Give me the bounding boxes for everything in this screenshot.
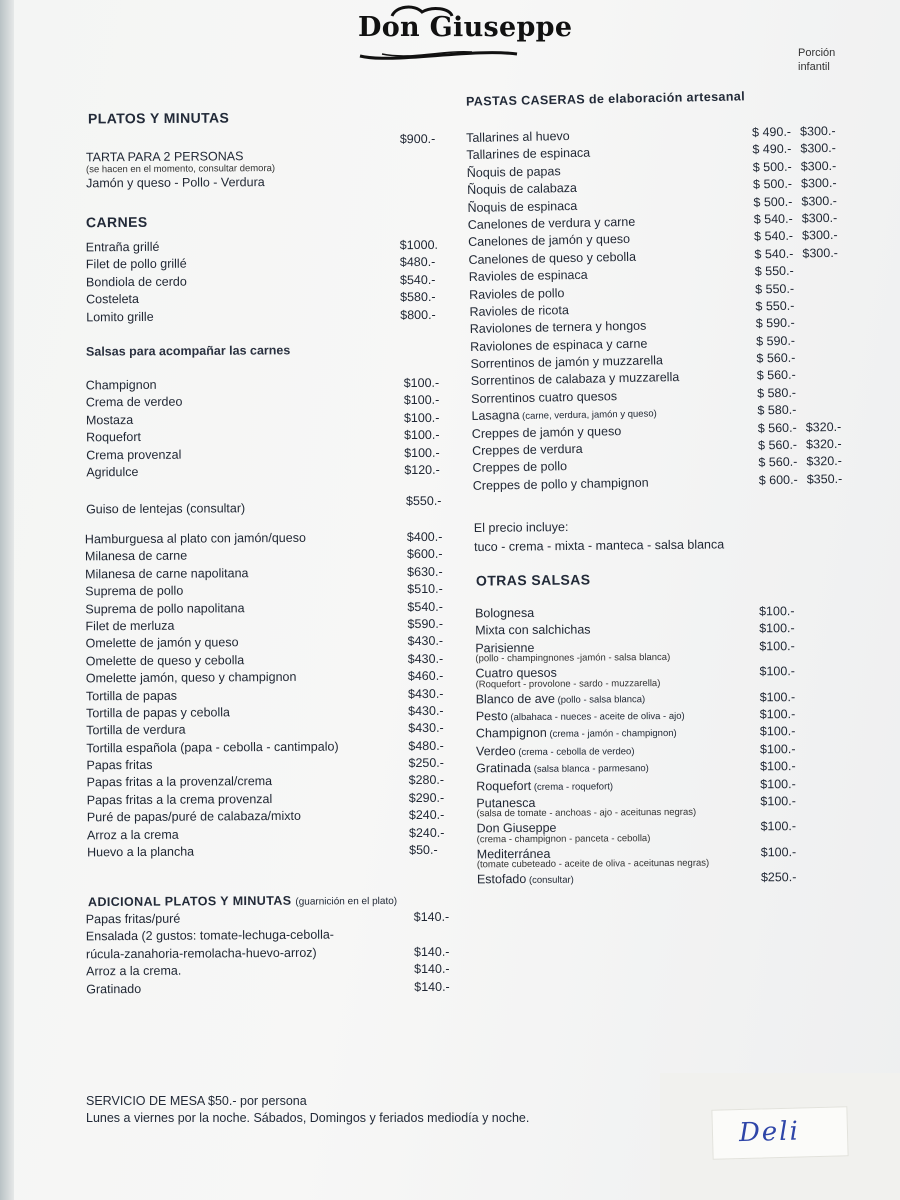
menu-item-name: Gratinada (salsa blanca - parmesano) bbox=[476, 761, 649, 776]
menu-item bbox=[477, 818, 857, 838]
menu-item-price: $100.- bbox=[403, 393, 440, 408]
menu-item-price: $ 580.- bbox=[757, 402, 797, 418]
menu-item-name: Canelones de jamón y queso bbox=[468, 232, 631, 250]
menu-item-price: $590.- bbox=[407, 616, 444, 632]
menu-item-name: Milanesa de carne bbox=[84, 549, 188, 564]
menu-item-kids-price: $300.- bbox=[799, 123, 836, 139]
menu-item-price: $240.- bbox=[408, 825, 445, 840]
menu-item-name: Ñoquis de espinaca bbox=[467, 198, 578, 215]
menu-item-price: $100.- bbox=[760, 776, 796, 791]
menu-item-kids-price: $300.- bbox=[800, 176, 837, 191]
menu-item-name: Creppes de pollo bbox=[472, 459, 568, 476]
menu-item-kids-price: $300.- bbox=[800, 158, 837, 174]
tarta-name: TARTA PARA 2 PERSONAS bbox=[85, 149, 244, 165]
menu-item-price: $ 600.- bbox=[758, 472, 798, 488]
page-edge bbox=[0, 0, 14, 1200]
menu-item-price: $ 590.- bbox=[755, 333, 796, 349]
adicional-title-line bbox=[88, 893, 397, 909]
menu-item-price: $100.- bbox=[759, 638, 795, 654]
tarta-flavors: Jamón y queso - Pollo - Verdura bbox=[86, 175, 265, 191]
menu-item-price: $430.- bbox=[408, 721, 444, 736]
menu-item-price: $510.- bbox=[407, 582, 443, 597]
menu-item bbox=[476, 793, 856, 813]
menu-item-price: $100.- bbox=[759, 707, 796, 722]
menu-item-price: $ 560.- bbox=[756, 368, 796, 383]
menu-item-name: Mixta con salchichas bbox=[475, 622, 591, 638]
menu-item-name: Milanesa de carne napolitana bbox=[85, 565, 249, 582]
menu-item-name: Tortilla de papas y cebolla bbox=[86, 705, 231, 721]
menu-item-price: $100.- bbox=[759, 604, 795, 619]
guiso-block bbox=[85, 493, 466, 517]
menu-item-name: Hamburguesa al plato con jamón/queso bbox=[84, 530, 306, 547]
otras-salsas-title: OTRAS SALSAS bbox=[475, 571, 591, 589]
menu-item-name: Ñoquis de papas bbox=[466, 163, 561, 180]
menu-item-name: Raviolones de ternera y hongos bbox=[469, 318, 647, 337]
menu-item-name: Putanesca bbox=[476, 795, 536, 811]
menu-item-name: Canelones de queso y cebolla bbox=[468, 249, 637, 267]
menu-item-name: Papas fritas/puré bbox=[85, 911, 181, 927]
menu-item-price: $ 550.- bbox=[754, 281, 795, 296]
pastas-list bbox=[466, 122, 873, 495]
menu-item-price: $100.- bbox=[760, 794, 796, 809]
kids-header-line1: Porción bbox=[798, 47, 836, 59]
menu-item-name: Ravioles de pollo bbox=[469, 285, 565, 302]
menu-item-price: $ 540.- bbox=[753, 211, 793, 227]
menu-item-price: $430.- bbox=[407, 634, 444, 649]
menu-item bbox=[86, 462, 466, 482]
menu-item-name: Tortilla de papas bbox=[85, 688, 178, 703]
menu-item-name: Filet de merluza bbox=[85, 618, 175, 634]
menu-item-name: Champignon bbox=[85, 377, 157, 393]
menu-item-price: $100.- bbox=[403, 375, 440, 391]
menu-item-name: Champignon (crema - jamón - champignon) bbox=[475, 726, 677, 741]
menu-item-note: (salsa blanca - parmesano) bbox=[531, 763, 649, 776]
menu-item-name: Tortilla de verdura bbox=[86, 722, 186, 738]
menu-item-price: $430.- bbox=[408, 703, 444, 718]
menu-item-kids-price: $300.- bbox=[800, 141, 837, 156]
menu-item-price: $ 550.- bbox=[754, 263, 794, 279]
menu-item-name: Sorrentinos de calabaza y muzzarella bbox=[470, 370, 680, 389]
guiso-price: $550.- bbox=[405, 493, 442, 509]
menu-item-price: $140.- bbox=[414, 979, 450, 994]
menu-item-name: Lomito grille bbox=[86, 309, 154, 324]
menu-item-price: $100.- bbox=[760, 759, 796, 774]
menu-item-price: $240.- bbox=[408, 808, 445, 823]
menu-item-name: Crema provenzal bbox=[86, 447, 182, 462]
menu-item-price: $100.- bbox=[759, 741, 796, 757]
tarta-note: (se hacen en el momento, consultar demora) bbox=[85, 163, 276, 176]
menu-item-price: $ 500.- bbox=[752, 176, 793, 192]
menu-item-price: $ 540.- bbox=[754, 246, 794, 262]
menu-item-kids-price: $300.- bbox=[802, 245, 839, 261]
menu-item-name: Roquefort bbox=[86, 430, 142, 445]
salsas-carnes-list bbox=[86, 375, 467, 482]
menu-item-note: (albahaca - nueces - aceite de oliva - ajo) bbox=[507, 710, 685, 724]
menu-item-price: $100.- bbox=[760, 819, 797, 834]
salsas-carnes-title: Salsas para acompañar las carnes bbox=[85, 343, 291, 359]
platos-title: PLATOS Y MINUTAS bbox=[87, 109, 230, 127]
menu-item-kids-price: $320.- bbox=[805, 419, 842, 435]
platos-section bbox=[88, 110, 229, 127]
salsas-carnes-section bbox=[86, 343, 290, 358]
menu-item-name: Arroz a la crema bbox=[86, 827, 179, 842]
adicional-section bbox=[88, 893, 397, 909]
menu-item-price: $100.- bbox=[404, 428, 440, 443]
menu-item-price: $140.- bbox=[413, 909, 450, 925]
menu-item-price: $540.- bbox=[399, 272, 436, 287]
menu-item-name: Verdeo (crema - cebolla de verdeo) bbox=[475, 743, 635, 759]
menu-item-price: $ 590.- bbox=[755, 316, 795, 331]
menu-item-name: Ñoquis de calabaza bbox=[467, 181, 578, 198]
menu-item-price: $100.- bbox=[759, 689, 796, 704]
adicional-list bbox=[86, 909, 467, 999]
menu-item-name: Omelette jamón, queso y champignon bbox=[85, 669, 297, 686]
menu-item-name: Creppes de pollo y champignon bbox=[472, 475, 649, 493]
adicional-title: ADICIONAL PLATOS Y MINUTAS bbox=[87, 893, 292, 910]
menu-item-name: Creppes de verdura bbox=[472, 441, 583, 458]
menu-item-price: $120.- bbox=[404, 462, 440, 478]
menu-item-price: $ 500.- bbox=[752, 159, 792, 175]
tarta-block bbox=[85, 131, 466, 193]
menu-item bbox=[86, 306, 466, 326]
menu-item-name: Don Giuseppe bbox=[476, 821, 557, 836]
menu-item-name: Papas fritas bbox=[86, 757, 153, 773]
menu-item-price: $100.- bbox=[404, 445, 440, 460]
deli-sticker-text: Deli bbox=[738, 1116, 801, 1149]
menu-item-price: $140.- bbox=[413, 944, 450, 959]
menu-item-kids-price: $320.- bbox=[806, 454, 843, 469]
otras-salsas-section bbox=[476, 571, 591, 588]
menu-item-price: $ 560.- bbox=[757, 420, 797, 436]
menu-item bbox=[87, 842, 467, 862]
menu-item-name: Estofado (consultar) bbox=[476, 872, 574, 887]
pastas-title: PASTAS CASERAS de elaboración artesanal bbox=[465, 89, 746, 109]
tarta-row bbox=[85, 131, 466, 165]
footer-hours: Lunes a viernes por la noche. Sábados, Domingos y feriados mediodía y noche. bbox=[86, 1111, 530, 1125]
otras-salsas-list bbox=[475, 603, 857, 889]
menu-item-ingredients: (Roquefort - provolone - sardo - muzzarella) bbox=[475, 677, 661, 690]
menu-item-price: $430.- bbox=[407, 651, 444, 666]
menu-item-ingredients: (salsa de tomate - anchoas - ajo - aceitunas negras) bbox=[476, 807, 697, 820]
menu-item-note: (carne, verdura, jamón y queso) bbox=[519, 408, 657, 423]
menu-item-price: $100.- bbox=[759, 724, 796, 739]
menu-item-name: Papas fritas a la provenzal/crema bbox=[86, 774, 273, 790]
precio-incluye-label: El precio incluye: bbox=[473, 520, 569, 536]
menu-item-price: $ 490.- bbox=[751, 124, 792, 140]
menu-item-name: Lasagna (carne, verdura, jamón y queso) bbox=[471, 408, 657, 424]
menu-item-price: $250.- bbox=[760, 870, 797, 885]
footer bbox=[86, 1093, 529, 1127]
menu-item-name: Ravioles de espinaca bbox=[468, 267, 588, 285]
menu-item-name: Sorrentinos de jamón y muzzarella bbox=[470, 353, 664, 372]
menu-item-name: Omelette de queso y cebolla bbox=[85, 652, 245, 669]
menu-item-price: $400.- bbox=[406, 529, 443, 545]
menu-item-name: Tallarines al huevo bbox=[466, 129, 570, 145]
menu-item-ingredients: (crema - champignon - panceta - cebolla) bbox=[476, 832, 651, 846]
menu-item-name: Omelette de jamón y queso bbox=[85, 635, 239, 651]
menu-item-price: $480.- bbox=[408, 738, 444, 753]
menu-item-price: $ 560.- bbox=[756, 350, 796, 366]
menu-item-price: $ 500.- bbox=[753, 194, 793, 210]
menu-item-name: Cuatro quesos bbox=[475, 665, 557, 681]
menu-item-price: $ 560.- bbox=[757, 437, 798, 453]
menu-item-price: $460.- bbox=[407, 668, 444, 684]
menu-item-kids-price: $350.- bbox=[806, 471, 843, 487]
menu-item-name: Huevo a la plancha bbox=[87, 844, 195, 860]
menu-item-price: $280.- bbox=[408, 773, 445, 788]
carnes-section bbox=[86, 214, 148, 230]
guiso-name: Guiso de lentejas (consultar) bbox=[85, 501, 246, 517]
menu-item-name: Costeleta bbox=[86, 292, 139, 307]
menu-item bbox=[477, 843, 857, 863]
kids-portion-header bbox=[798, 46, 858, 74]
restaurant-name: Don Giuseppe bbox=[358, 12, 573, 43]
tarta-price: $900.- bbox=[399, 131, 436, 147]
menu-item-price: $540.- bbox=[407, 599, 443, 614]
menu-item bbox=[475, 637, 855, 657]
menu-item-name: Filet de pollo grillé bbox=[85, 257, 187, 272]
menu-item-name: Mediterránea bbox=[476, 846, 551, 862]
menu-item-name: Bondiola de cerdo bbox=[85, 274, 187, 290]
menu-item-price: $290.- bbox=[408, 790, 445, 805]
menu-item-name: Gratinado bbox=[86, 981, 142, 996]
menu-item-name: Raviolones de espinaca y carne bbox=[470, 336, 648, 354]
menu-item-name: Sorrentinos cuatro quesos bbox=[471, 389, 618, 406]
menu-item-name: Papas fritas a la crema provenzal bbox=[86, 791, 273, 808]
menu-item-price: $ 550.- bbox=[755, 298, 795, 314]
menu-item-note: (crema - roquefort) bbox=[531, 780, 614, 793]
minutas-list bbox=[85, 529, 467, 862]
menu-item-price: $100.- bbox=[759, 621, 795, 636]
menu-item bbox=[86, 978, 466, 998]
footer-service: SERVICIO DE MESA $50.- por persona bbox=[86, 1094, 307, 1108]
deli-sticker bbox=[711, 1106, 848, 1160]
menu-item-name: Canelones de verdura y carne bbox=[467, 214, 636, 232]
menu-item-price: $100.- bbox=[759, 664, 795, 679]
menu-item bbox=[477, 869, 857, 889]
restaurant-logo bbox=[352, 4, 573, 68]
menu-item-name: Ravioles de ricota bbox=[469, 302, 569, 319]
menu-item-price: $1000. bbox=[399, 237, 439, 253]
menu-item-name: Entraña grillé bbox=[85, 239, 160, 255]
menu-item-price: $100.- bbox=[403, 410, 440, 425]
menu-item-name: Ensalada (2 gustos: tomate-lechuga-cebolla- bbox=[85, 927, 334, 944]
menu-item-name: Arroz a la crema. bbox=[86, 963, 182, 979]
tarta-flavors-row bbox=[86, 173, 466, 193]
precio-incluye-list: tuco - crema - mixta - manteca - salsa blanca bbox=[474, 537, 725, 555]
menu-item-note: (consultar) bbox=[526, 874, 574, 887]
menu-item-kids-price: $300.- bbox=[801, 228, 838, 243]
menu-item-kids-price: $320.- bbox=[805, 436, 842, 452]
carnes-title: CARNES bbox=[85, 213, 148, 231]
menu-item-name: Crema de verdeo bbox=[85, 395, 183, 410]
menu-item-price: $ 540.- bbox=[753, 229, 794, 244]
adicional-title-note: (guarnición en el plato) bbox=[295, 895, 398, 908]
menu-item-name: Puré de papas/puré de calabaza/mixto bbox=[86, 809, 301, 825]
menu-item-ingredients: (pollo - champingnones -jamón - salsa blanca) bbox=[475, 652, 671, 665]
menu-item-price: $140.- bbox=[414, 961, 450, 977]
menu-item-name: Roquefort (crema - roquefort) bbox=[476, 778, 614, 793]
menu-item-price: $600.- bbox=[406, 547, 443, 562]
menu-item-price: $ 560.- bbox=[758, 455, 798, 470]
menu-item-name: rúcula-zanahoria-remolacha-huevo-arroz) bbox=[85, 945, 317, 962]
menu-item-name: Parisienne bbox=[475, 640, 535, 656]
menu-item-price: $50.- bbox=[409, 842, 438, 858]
menu-item-name: Tallarines de espinaca bbox=[466, 146, 591, 163]
menu-item-price: $800.- bbox=[400, 307, 436, 322]
menu-item-note: (crema - cebolla de verdeo) bbox=[515, 745, 635, 758]
menu-item-price: $430.- bbox=[407, 686, 444, 701]
menu-item-price: $580.- bbox=[400, 290, 436, 305]
menu-item-name: Pesto (albahaca - nueces - aceite de oliva - ajo) bbox=[475, 709, 685, 724]
menu-item-name: Mostaza bbox=[85, 412, 134, 428]
menu-item-name: Creppes de jamón y queso bbox=[471, 423, 622, 441]
menu-item-price: $ 490.- bbox=[752, 142, 792, 157]
pastas-section bbox=[466, 89, 745, 108]
menu-item-name: Suprema de pollo bbox=[85, 583, 184, 599]
guiso-row bbox=[85, 493, 466, 517]
menu-item-price: $630.- bbox=[407, 564, 443, 579]
menu-item bbox=[475, 663, 855, 683]
menu-item-price: $100.- bbox=[760, 844, 797, 860]
carnes-list bbox=[86, 237, 467, 327]
menu-item-note: (crema - jamón - champignon) bbox=[546, 728, 677, 741]
kids-header-line2: infantil bbox=[798, 61, 830, 73]
menu-item-price: $250.- bbox=[408, 755, 444, 771]
menu-item-price: $480.- bbox=[399, 255, 436, 270]
menu-item-price: $ 580.- bbox=[756, 385, 797, 401]
menu-item-ingredients: (tomate cubeteado - aceite de oliva - aceitunas negras) bbox=[476, 857, 710, 871]
menu-item-name: Tortilla española (papa - cebolla - cantimpalo) bbox=[86, 739, 339, 756]
menu-item-name: Blanco de ave (pollo - salsa blanca) bbox=[475, 691, 646, 706]
menu-item-kids-price: $300.- bbox=[801, 193, 838, 209]
menu-item-name: Agridulce bbox=[86, 464, 139, 480]
menu-item-kids-price: $300.- bbox=[801, 210, 838, 226]
menu-item-name: Suprema de pollo napolitana bbox=[85, 600, 245, 616]
menu-item-note: (pollo - salsa blanca) bbox=[554, 693, 646, 706]
menu-item-name: Bolognesa bbox=[475, 605, 535, 621]
